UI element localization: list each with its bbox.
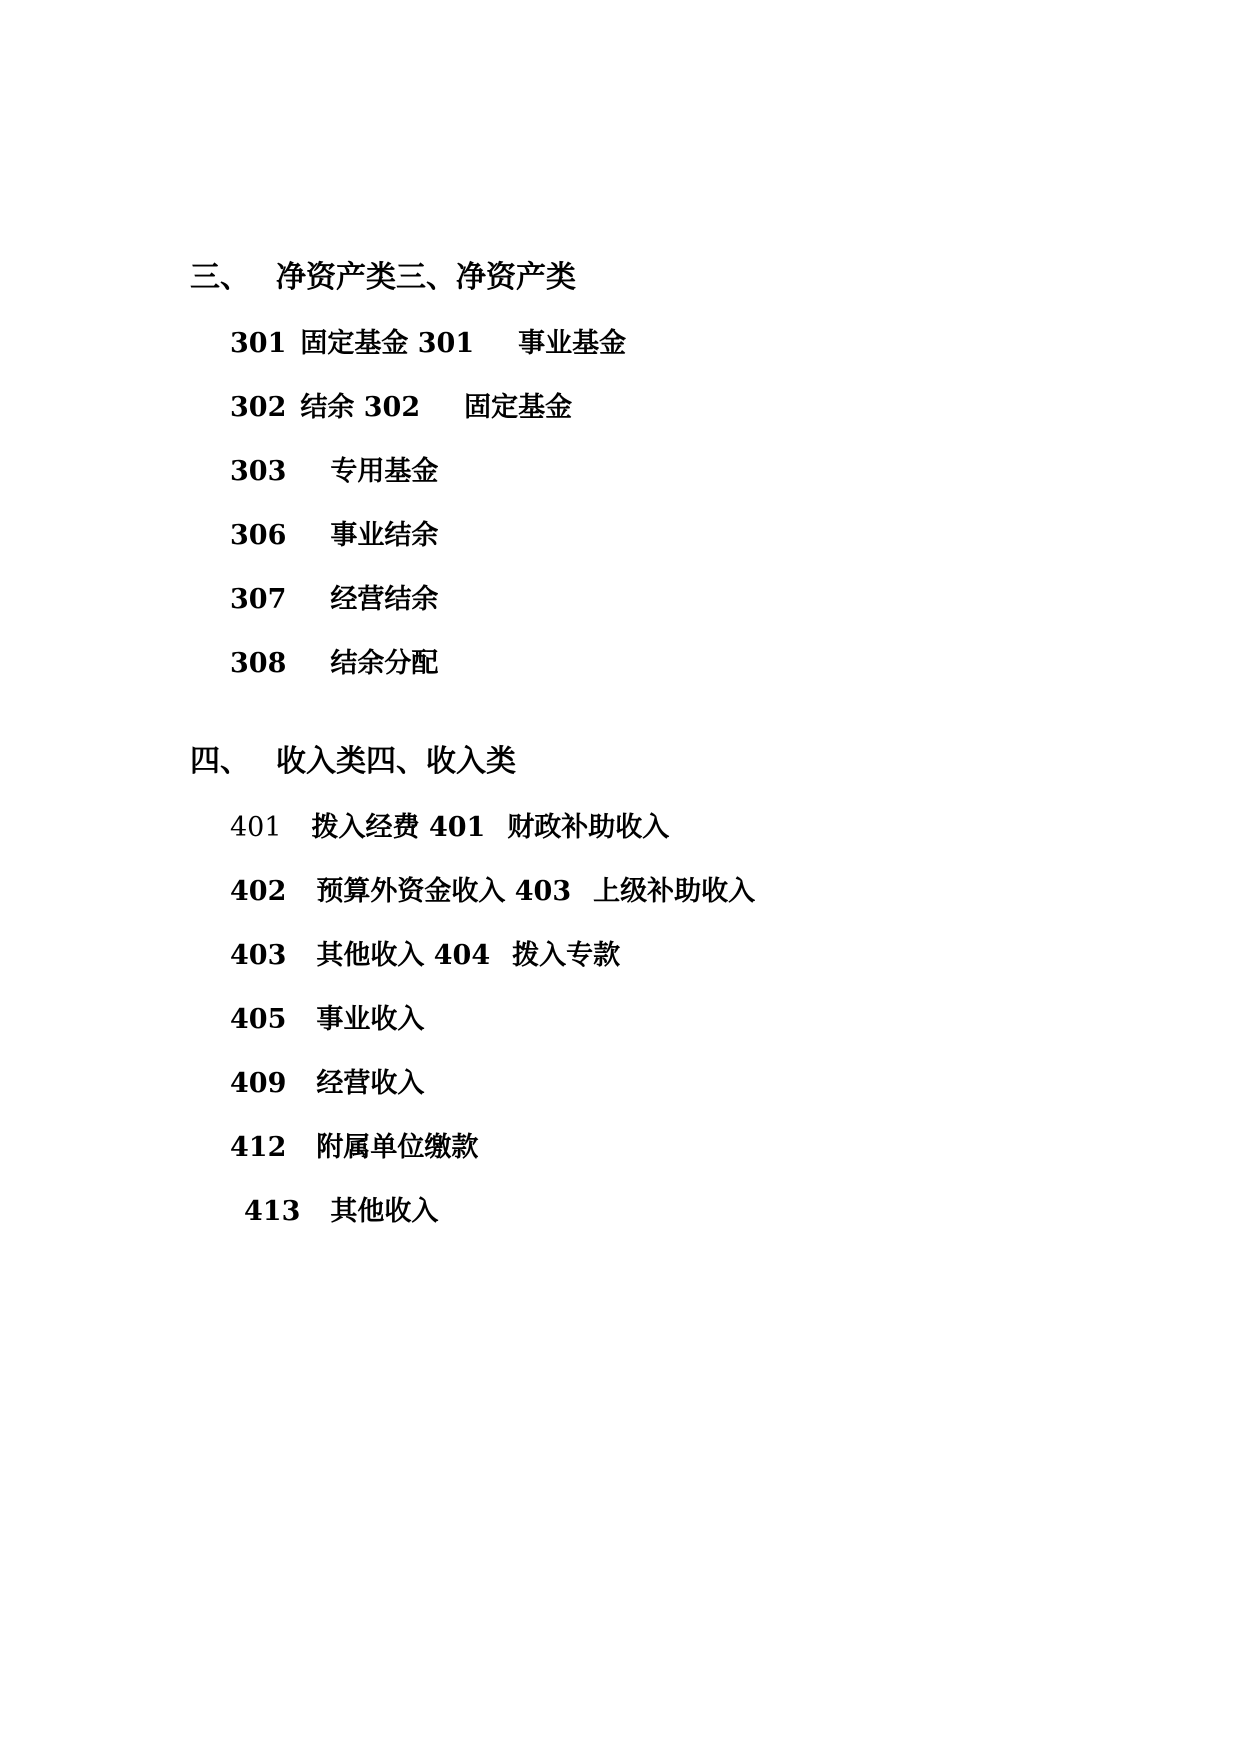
- account-code: 402: [230, 876, 287, 907]
- account-item: [230, 1130, 478, 1166]
- account-name: 其他收入 404: [316, 940, 491, 971]
- account-name: 事业结余: [330, 520, 439, 551]
- account-code: 301: [230, 328, 287, 359]
- account-name: 拨入经费 401: [311, 812, 486, 843]
- account-item: [230, 1066, 424, 1102]
- section-number: 三、: [190, 260, 250, 295]
- account-name-secondary: 上级补助收入: [593, 876, 756, 907]
- account-item: [230, 938, 620, 974]
- account-name: 预算外资金收入 403: [316, 876, 572, 907]
- account-name-secondary: 拨入专款: [512, 940, 621, 971]
- account-code: 401: [230, 812, 282, 843]
- account-item: [230, 390, 572, 426]
- account-name: 经营收入: [316, 1068, 425, 1099]
- account-item: [230, 454, 438, 490]
- account-name-secondary: 固定基金: [464, 392, 573, 423]
- account-name: 结余 302: [300, 392, 421, 423]
- account-name: 固定基金 301: [300, 328, 475, 359]
- section-title: 净资产类三、净资产类: [276, 260, 576, 295]
- account-code: 307: [230, 584, 287, 615]
- account-name: 结余分配: [330, 648, 439, 679]
- account-name: 附属单位缴款: [316, 1132, 479, 1163]
- account-code: 308: [230, 648, 287, 679]
- account-item: [230, 582, 438, 618]
- account-code: 303: [230, 456, 287, 487]
- account-item: [230, 646, 438, 682]
- account-code: 403: [230, 940, 287, 971]
- account-name: 其他收入: [330, 1196, 439, 1227]
- account-name-secondary: 财政补助收入: [507, 812, 670, 843]
- account-code: 306: [230, 520, 287, 551]
- account-name: 经营结余: [330, 584, 439, 615]
- section-title: 收入类四、收入类: [276, 744, 516, 779]
- account-code: 302: [230, 392, 287, 423]
- account-name: 事业收入: [316, 1004, 425, 1035]
- account-item: [230, 1002, 424, 1038]
- account-item: [244, 1194, 438, 1230]
- account-code: 413: [244, 1196, 301, 1227]
- account-item: [230, 518, 438, 554]
- section-number: 四、: [190, 744, 250, 779]
- section-heading-4: [190, 742, 516, 782]
- account-code: 412: [230, 1132, 287, 1163]
- account-item: [230, 326, 626, 362]
- section-heading-3: [190, 258, 576, 298]
- account-name-secondary: 事业基金: [518, 328, 627, 359]
- account-code: 409: [230, 1068, 287, 1099]
- account-code: 405: [230, 1004, 287, 1035]
- account-name: 专用基金: [330, 456, 439, 487]
- account-item: [230, 810, 669, 846]
- account-item: [230, 874, 755, 910]
